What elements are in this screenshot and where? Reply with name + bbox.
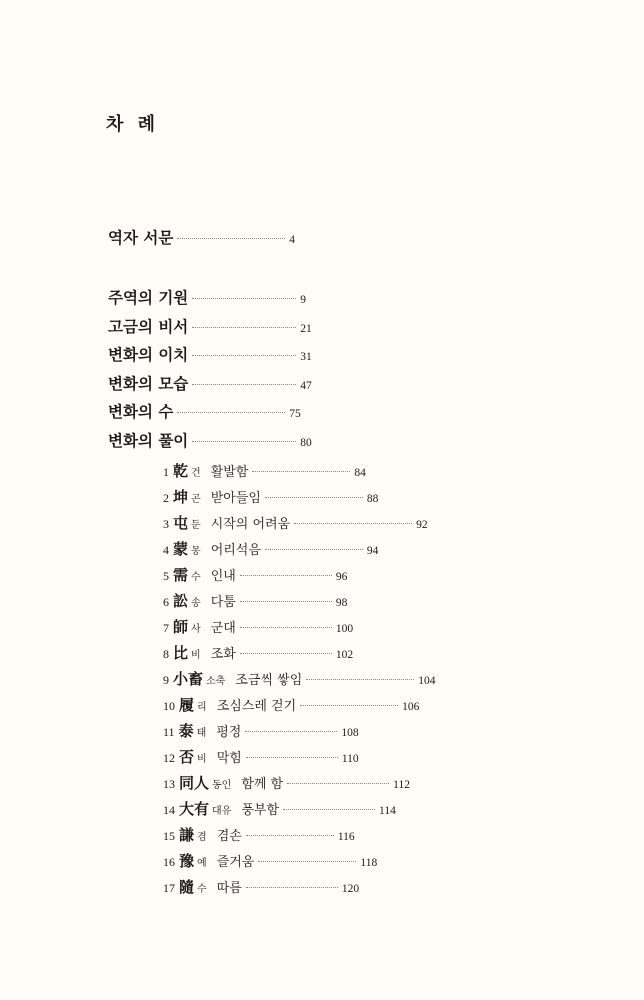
hexagram-hanja: 乾 [173, 462, 189, 480]
page-number: 4 [289, 234, 296, 246]
hexagram-meaning: 겸손 [216, 829, 242, 844]
dot-leader [240, 652, 332, 654]
toc-hexagram-entry [163, 512, 428, 533]
hexagram-hanja: 坤 [173, 488, 189, 506]
toc-hexagram-entry [163, 564, 347, 585]
hexagram-hanja: 比 [173, 644, 189, 662]
hexagram-number: 17 [163, 881, 175, 895]
section-title: 주역의 기원 [108, 289, 189, 307]
hexagram-meaning: 조화 [210, 647, 236, 662]
hexagram-reading: 소축 [206, 676, 226, 687]
hexagram-meaning: 받아들임 [210, 491, 261, 506]
hexagram-number: 7 [163, 621, 169, 635]
toc-hexagram-entry [163, 824, 355, 845]
hexagram-meaning: 조금씩 쌓임 [235, 673, 303, 688]
page-number: 104 [418, 675, 436, 687]
hexagram-meaning: 따름 [216, 881, 242, 896]
hexagram-hanja: 訟 [173, 592, 189, 610]
dot-leader [192, 383, 296, 385]
dot-leader [283, 808, 375, 810]
hexagram-hanja: 同人 [179, 774, 210, 792]
dot-leader [192, 297, 296, 299]
dot-leader [192, 354, 296, 356]
hexagram-meaning: 풍부함 [241, 803, 280, 818]
hexagram-hanja: 履 [179, 696, 195, 714]
hexagram-hanja: 隨 [179, 878, 195, 896]
page-number: 112 [393, 779, 410, 791]
section-title: 변화의 이치 [108, 346, 189, 364]
hexagram-hanja: 謙 [179, 826, 195, 844]
hexagram-meaning: 막힘 [216, 751, 242, 766]
hexagram-number: 3 [163, 517, 169, 531]
dot-leader [300, 704, 398, 706]
dot-leader [245, 730, 337, 732]
hexagram-reading: 예 [197, 858, 207, 869]
page-title: 차 례 [106, 114, 160, 135]
hexagram-number: 8 [163, 647, 169, 661]
hexagram-hanja: 蒙 [173, 540, 189, 558]
toc-section-entry [108, 286, 306, 308]
page-number: 75 [289, 408, 301, 420]
section-title: 역자 서문 [108, 229, 174, 247]
toc-hexagram-entry [163, 850, 377, 871]
hexagram-reading: 태 [196, 728, 207, 739]
section-title: 변화의 모습 [108, 375, 189, 393]
page-number: 9 [300, 294, 307, 306]
page-number: 94 [366, 545, 379, 557]
dot-leader [265, 548, 363, 550]
toc-hexagram-entry [163, 616, 353, 637]
hexagram-meaning: 시작의 어려움 [210, 517, 291, 532]
dot-leader [240, 600, 332, 602]
page-number: 118 [360, 857, 378, 869]
hexagram-number: 15 [163, 829, 175, 843]
dot-leader [294, 522, 412, 524]
hexagram-meaning: 어리석음 [210, 543, 261, 558]
page-number: 108 [341, 727, 359, 739]
hexagram-reading: 대유 [212, 806, 232, 817]
dot-leader [240, 626, 332, 628]
page-number: 100 [335, 623, 354, 635]
hexagram-reading: 송 [191, 598, 201, 609]
hexagram-number: 2 [163, 491, 169, 505]
hexagram-meaning: 다툼 [210, 595, 236, 610]
hexagram-number: 9 [163, 673, 169, 687]
hexagram-reading: 건 [191, 468, 201, 479]
hexagram-reading: 수 [191, 572, 201, 583]
hexagram-reading: 둔 [191, 520, 201, 531]
dot-leader [177, 411, 285, 413]
dot-leader [258, 860, 356, 862]
page-number: 92 [416, 519, 428, 531]
hexagram-reading: 겸 [197, 832, 207, 843]
page-number: 31 [300, 351, 312, 363]
page-number: 21 [300, 323, 312, 335]
page-number: 114 [379, 805, 396, 817]
toc-hexagram-entry [163, 460, 366, 481]
hexagram-reading: 사 [191, 624, 201, 635]
hexagram-hanja: 屯 [173, 514, 189, 532]
hexagram-number: 16 [163, 855, 175, 869]
hexagram-hanja: 大有 [179, 800, 210, 818]
hexagram-number: 10 [163, 699, 175, 713]
toc-hexagram-entry [163, 668, 436, 689]
hexagram-number: 1 [163, 465, 169, 479]
hexagram-meaning: 함께 함 [241, 777, 284, 792]
hexagram-hanja: 豫 [179, 852, 195, 870]
page-number: 80 [300, 437, 312, 449]
section-title: 변화의 수 [108, 403, 174, 421]
hexagram-number: 4 [163, 543, 169, 557]
toc-section-entry [108, 343, 312, 365]
toc-hexagram-entry [163, 746, 359, 767]
section-title: 변화의 풀이 [108, 432, 189, 450]
hexagram-number: 5 [163, 569, 169, 583]
hexagram-meaning: 조심스레 걷기 [216, 699, 297, 714]
dot-leader [177, 237, 285, 239]
dot-leader [192, 440, 296, 442]
hexagram-meaning: 활발함 [210, 465, 249, 480]
page-number: 102 [335, 649, 354, 661]
toc-hexagram-entry [163, 876, 359, 897]
hexagram-number: 13 [163, 777, 175, 791]
toc-section-entry [108, 226, 295, 248]
hexagram-hanja: 師 [173, 618, 189, 636]
dot-leader [246, 756, 338, 758]
toc-section-entry [108, 400, 301, 422]
page-number: 120 [341, 883, 360, 895]
dot-leader [265, 496, 363, 498]
hexagram-meaning: 군대 [210, 621, 236, 636]
hexagram-meaning: 평정 [216, 725, 242, 740]
hexagram-meaning: 즐거움 [216, 855, 255, 870]
page-number: 110 [341, 753, 359, 765]
dot-leader [287, 782, 389, 784]
page-number: 47 [300, 380, 312, 392]
hexagram-number: 6 [163, 595, 169, 609]
hexagram-meaning: 인내 [210, 569, 236, 584]
toc-hexagram-entry [163, 590, 347, 611]
toc-hexagram-entry [163, 772, 410, 793]
toc-hexagram-entry [163, 720, 359, 741]
hexagram-reading: 리 [197, 702, 207, 713]
dot-leader [246, 886, 338, 888]
page-number: 116 [337, 831, 355, 843]
toc-hexagram-entry [163, 538, 378, 559]
page-number: 98 [335, 597, 348, 609]
toc-hexagram-entry [163, 486, 378, 507]
dot-leader [246, 834, 334, 836]
toc-section-entry [108, 315, 312, 337]
hexagram-reading: 동인 [212, 780, 232, 791]
hexagram-number: 12 [163, 751, 175, 765]
hexagram-reading: 곤 [191, 494, 201, 505]
section-title: 고금의 비서 [108, 318, 189, 336]
hexagram-reading: 수 [197, 884, 207, 895]
hexagram-reading: 비 [191, 650, 201, 661]
toc-section-entry [108, 372, 312, 394]
toc-section-entry [108, 429, 312, 451]
toc-hexagram-entry [163, 798, 396, 819]
hexagram-hanja: 泰 [178, 722, 194, 740]
dot-leader [306, 678, 414, 680]
page-number: 84 [354, 467, 366, 479]
dot-leader [240, 574, 332, 576]
page-number: 106 [402, 701, 420, 713]
hexagram-reading: 몽 [191, 546, 201, 557]
page-number: 88 [366, 493, 379, 505]
hexagram-hanja: 需 [173, 566, 189, 584]
hexagram-hanja: 小畜 [173, 670, 204, 688]
hexagram-reading: 비 [197, 754, 207, 765]
hexagram-number: 11 [163, 725, 175, 739]
hexagram-number: 14 [163, 803, 175, 817]
dot-leader [252, 470, 350, 472]
toc-hexagram-entry [163, 642, 353, 663]
toc-hexagram-entry [163, 694, 419, 715]
dot-leader [192, 326, 296, 328]
page-number: 96 [335, 571, 348, 583]
hexagram-hanja: 否 [179, 748, 195, 766]
